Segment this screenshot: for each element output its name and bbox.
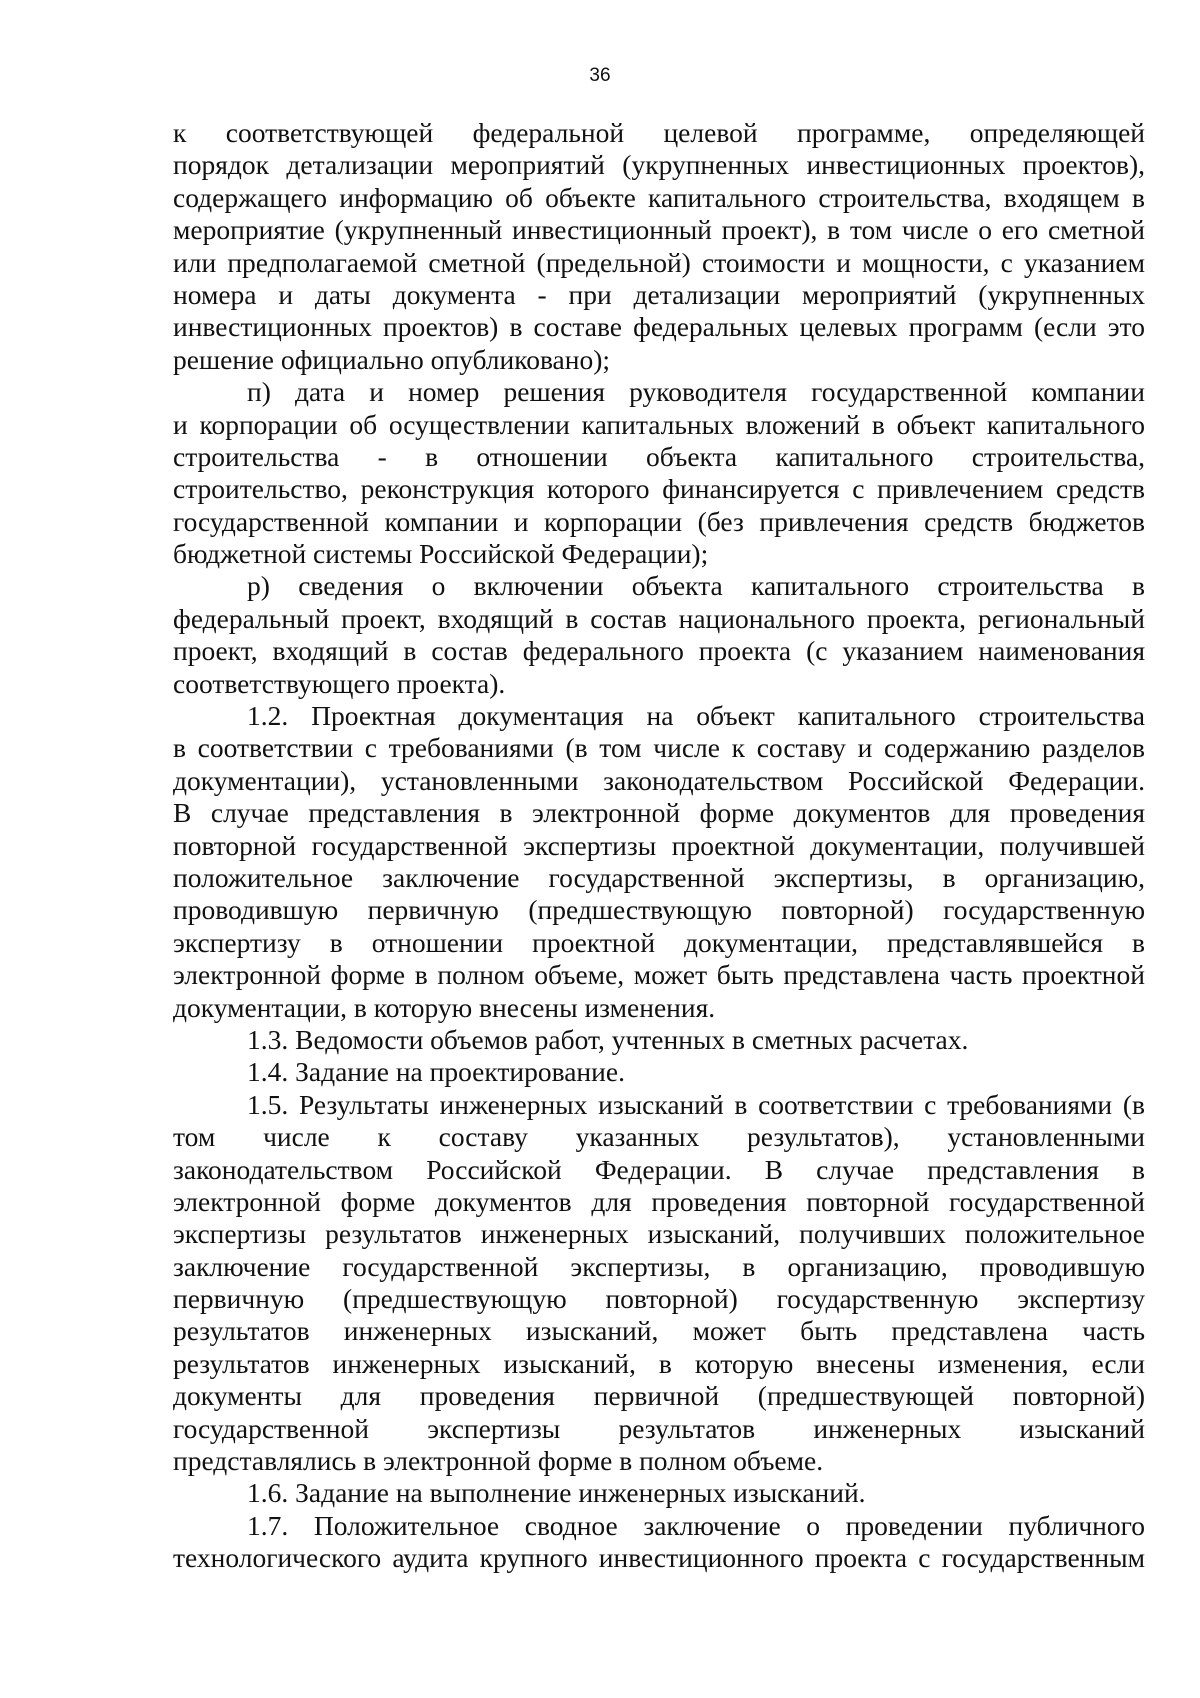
paragraph-first-line: 1.4. Задание на проектирование. [247,1056,625,1088]
text-line: решение официально опубликовано); [173,343,611,375]
text-line: в соответствии с требованиями (в том числе к составу и содержанию разделов [173,732,1145,764]
text-line: представлялись в электронной форме в полном объеме. [173,1445,824,1477]
paragraph-first-line: 1.2. Проектная документация на объект капитального строительства [247,700,1145,732]
text-line: электронной форме документов для проведения повторной государственной [173,1185,1145,1217]
paragraph-first-line: 1.3. Ведомости объемов работ, учтенных в сметных расчетах. [247,1023,969,1055]
text-line: государственной экспертизы результатов инженерных изысканий [173,1412,1145,1444]
text-line: федеральный проект, входящий в состав национального проекта, региональный [173,602,1145,634]
text-line: порядок детализации мероприятий (укрупненных инвестиционных проектов), [173,149,1145,181]
text-line: документы для проведения первичной (предшествующей повторной) [173,1380,1145,1412]
text-line: строительство, реконструкция которого финансируется с привлечением средств [173,473,1145,505]
paragraph-first-line: р) сведения о включении объекта капитального строительства в [247,570,1145,602]
text-line: электронной форме в полном объеме, может быть представлена часть проектной [173,959,1145,991]
text-line: результатов инженерных изысканий, может быть представлена часть [173,1315,1145,1347]
page-number: 36 [589,65,611,86]
text-line: соответствующего проекта). [173,667,506,699]
text-line: экспертизу в отношении проектной документации, представлявшейся в [173,926,1145,958]
text-line: положительное заключение государственной экспертизы, в организацию, [173,861,1145,893]
text-line: проводившую первичную (предшествующую повторной) государственную [173,894,1145,926]
text-line: инвестиционных проектов) в составе федеральных целевых программ (если это [173,311,1145,343]
text-line: и корпорации об осуществлении капитальных вложений в объект капитального [173,408,1145,440]
text-line: содержащего информацию об объекте капитального строительства, входящем в [173,181,1145,213]
text-line: В случае представления в электронной форме документов для проведения [173,797,1145,829]
text-line: повторной государственной экспертизы проектной документации, получившей [173,829,1145,861]
text-line: номера и даты документа - при детализации мероприятий (укрупненных [173,278,1145,310]
text-line: первичную (предшествующую повторной) государственную экспертизу [173,1283,1145,1315]
text-line: экспертизы результатов инженерных изысканий, получивших положительное [173,1218,1145,1250]
text-line: или предполагаемой сметной (предельной) стоимости и мощности, с указанием [173,246,1145,278]
text-line: законодательством Российской Федерации. В случае представления в [173,1153,1145,1185]
text-line: строительства - в отношении объекта капитального строительства, [173,440,1145,472]
text-line: государственной компании и корпорации (без привлечения средств бюджетов [173,505,1145,537]
document-body [173,117,1145,1575]
text-line: мероприятие (укрупненный инвестиционный проект), в том числе о его сметной [173,214,1145,246]
paragraph-first-line: 1.5. Результаты инженерных изысканий в соответствии с требованиями (в [247,1088,1145,1120]
text-line: результатов инженерных изысканий, в которую внесены изменения, если [173,1347,1145,1379]
text-line: том числе к составу указанных результатов), установленными [173,1121,1145,1153]
text-line: проект, входящий в состав федерального проекта (с указанием наименования [173,635,1145,667]
text-line: документации), установленными законодательством Российской Федерации. [173,764,1145,796]
paragraph-first-line: п) дата и номер решения руководителя государственной компании [247,376,1145,408]
text-line: к соответствующей федеральной целевой программе, определяющей [173,117,1145,148]
text-line: технологического аудита крупного инвестиционного проекта с государственным [173,1542,1145,1574]
text-line: заключение государственной экспертизы, в организацию, проводившую [173,1250,1145,1282]
text-line: документации, в которую внесены изменения. [173,991,716,1023]
paragraph-first-line: 1.6. Задание на выполнение инженерных изысканий. [247,1477,866,1509]
paragraph-first-line: 1.7. Положительное сводное заключение о проведении публичного [247,1509,1145,1541]
text-line: бюджетной системы Российской Федерации); [173,538,709,570]
